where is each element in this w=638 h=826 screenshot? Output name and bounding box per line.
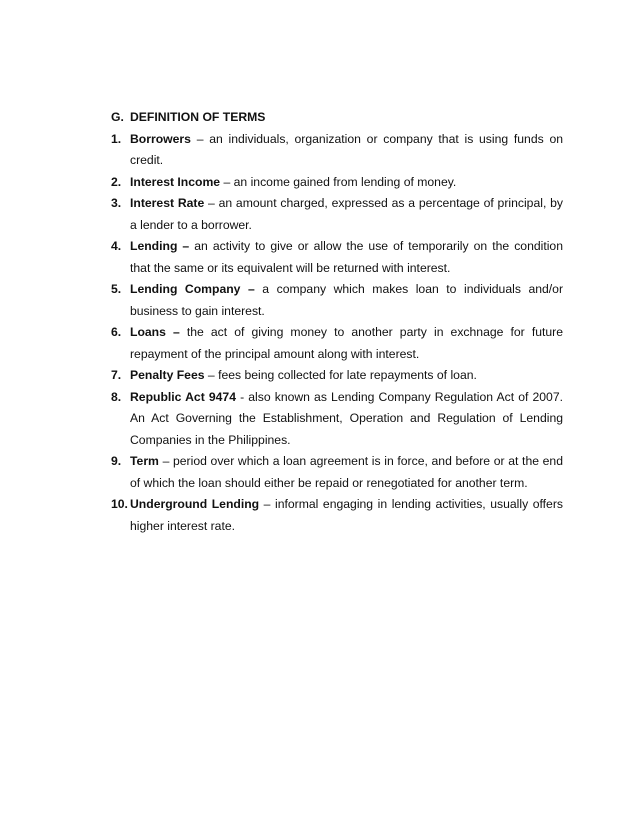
term-item <box>111 172 563 194</box>
term-definition: – an income gained from lending of money. <box>220 174 457 189</box>
term-name: Interest Income <box>130 174 221 189</box>
term-number: 7. <box>111 368 122 382</box>
term-name: Penalty Fees <box>130 368 205 382</box>
term-name: Term <box>130 454 159 468</box>
term-name: Interest Rate <box>130 196 205 210</box>
term-item <box>111 387 563 452</box>
term-number: 5. <box>111 282 122 296</box>
term-item <box>111 494 563 537</box>
term-definition: – informal engaging in lending activities, usually offers higher interest rate. <box>130 497 563 533</box>
term-item <box>111 193 563 236</box>
term-definition: – an individuals, organization or company that is using funds on credit. <box>130 131 563 167</box>
term-name: Lending Company – <box>130 282 255 296</box>
term-name: Underground Lending <box>130 497 260 511</box>
term-definition: – fees being collected for late repayments of loan. <box>204 368 477 382</box>
term-item <box>111 365 563 387</box>
term-item <box>111 236 563 279</box>
term-number: 10. <box>111 497 128 511</box>
term-number: 3. <box>111 196 122 210</box>
term-definition: the act of giving money to another party in exchnage for future repayment of the principal amount along with interest. <box>130 325 563 361</box>
term-name: Borrowers <box>130 131 191 146</box>
terms-list <box>111 129 563 538</box>
term-definition: – period over which a loan agreement is in force, and before or at the end of which the loan should either be repaid or renegotiated for another term. <box>130 454 563 490</box>
term-number: 4. <box>111 239 122 253</box>
term-number: 9. <box>111 454 122 468</box>
term-number: 8. <box>111 389 122 404</box>
section-title: DEFINITION OF TERMS <box>130 110 266 124</box>
term-definition: – an amount charged, expressed as a percentage of principal, by a lender to a borrower. <box>130 196 563 232</box>
term-name: Lending – <box>130 239 190 253</box>
term-item <box>111 322 563 365</box>
term-item <box>111 451 563 494</box>
term-item <box>111 129 563 172</box>
term-definition: - also known as Lending Company Regulation Act of 2007. An Act Governing the Establishment, Operation and Regulation of Lending Companies in the Philippines. <box>130 389 563 447</box>
term-name: Loans – <box>130 325 180 339</box>
section-heading <box>111 107 563 129</box>
term-number: 6. <box>111 325 122 339</box>
term-number: 1. <box>111 131 122 146</box>
document-body <box>111 107 563 537</box>
term-number: 2. <box>111 174 122 189</box>
term-definition: a company which makes loan to individuals and/or business to gain interest. <box>130 282 563 318</box>
term-definition: an activity to give or allow the use of temporarily on the condition that the same or its equivalent will be returned with interest. <box>130 239 563 275</box>
term-name: Republic Act 9474 <box>130 389 236 404</box>
term-item <box>111 279 563 322</box>
section-letter: G. <box>111 110 124 124</box>
